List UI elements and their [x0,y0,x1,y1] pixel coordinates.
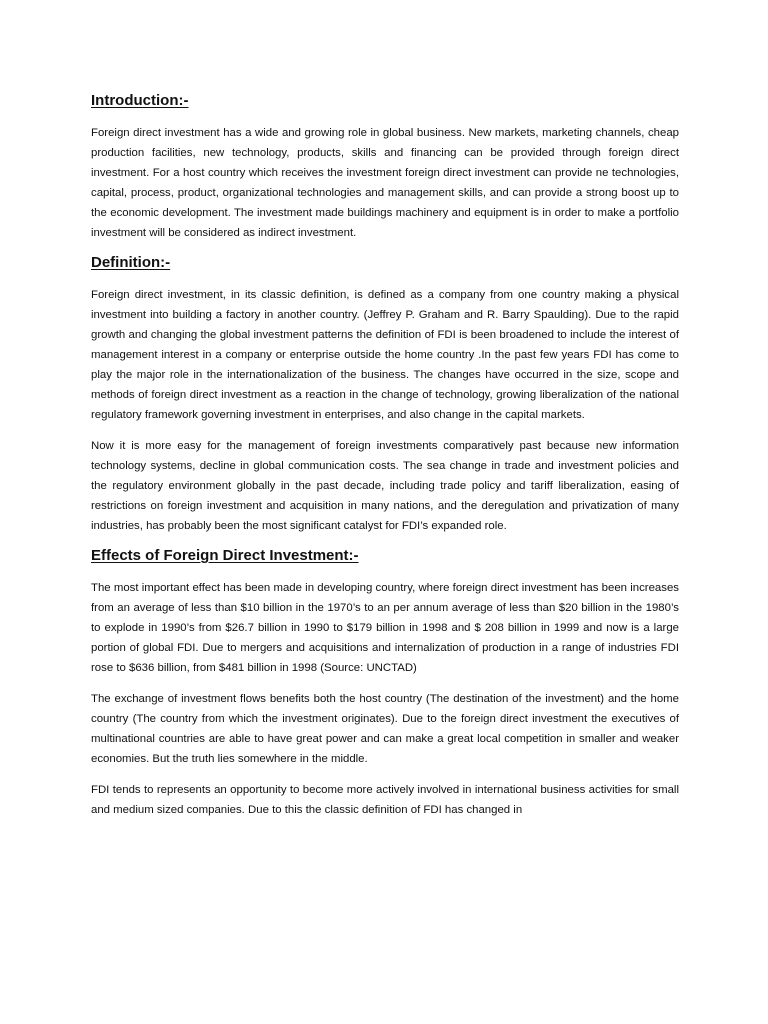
section-heading: Introduction:- [91,92,189,109]
paragraph: FDI tends to represents an opportunity to become more actively involved in international business activities for small and medium sized companies. Due to this the classic definition of FDI has changed in [91,784,679,816]
section-effects [91,547,679,820]
paragraph: Foreign direct investment, in its classic definition, is defined as a company from one country making a physical investment into building a factory in another country. (Jeffrey P. Graham and R. Barry Spaulding). Due to the rapid growth and changing the global investment patterns the definition of FDI is been broadened to include the interest of management interest in a company or enterprise outside the home country .In the past few years FDI has come to play the major role in the internationalization of the business. The changes have occurred in the size, scope and methods of foreign direct investment as a reaction in the change of technology, growing liberalization of the national regulatory framework governing investment in enterprises, and also change in the capital markets. [91,289,679,421]
paragraph: The most important effect has been made in developing country, where foreign direct investment has been increases from an average of less than $10 billion in the 1970’s to an per annum average of less than $20 billion in the 1980’s to explode in 1990’s from $26.7 billion in 1990 to $179 billion in 1998 and $ 208 billion in 1999 and now is a large portion of global FDI. Due to mergers and acquisitions and internalization of production in a range of industries FDI rose to $636 billion, from $481 billion in 1998 (Source: UNCTAD) [91,582,679,674]
section-definition [91,254,679,536]
paragraph: Now it is more easy for the management of foreign investments comparatively past because new information technology systems, decline in global communication costs. The sea change in trade and investment policies and the regulatory environment globally in the past decade, including trade policy and tariff liberalization, easing of restrictions on foreign investment and acquisition in many nations, and the deregulation and privatization of many industries, has probably been the most significant catalyst for FDI’s expanded role. [91,440,679,532]
section-introduction [91,92,679,243]
paragraph: The exchange of investment flows benefits both the host country (The destination of the investment) and the home country (The country from which the investment originates). Due to the foreign direct investment the executives of multinational countries are able to have great power and can make a great local competition in smaller and weaker economies. But the truth lies somewhere in the middle. [91,693,679,765]
document-page [91,92,679,831]
section-heading: Effects of Foreign Direct Investment:- [91,547,359,564]
section-heading: Definition:- [91,254,171,271]
paragraph: Foreign direct investment has a wide and growing role in global business. New markets, marketing channels, cheap production facilities, new technology, products, skills and financing can be provided through foreign direct investment. For a host country which receives the investment foreign direct investment can provide ne technologies, capital, process, product, organizational technologies and management skills, and can provide a strong boost up to the economic development. The investment made buildings machinery and equipment is in order to make a portfolio investment will be considered as indirect investment. [91,127,679,239]
